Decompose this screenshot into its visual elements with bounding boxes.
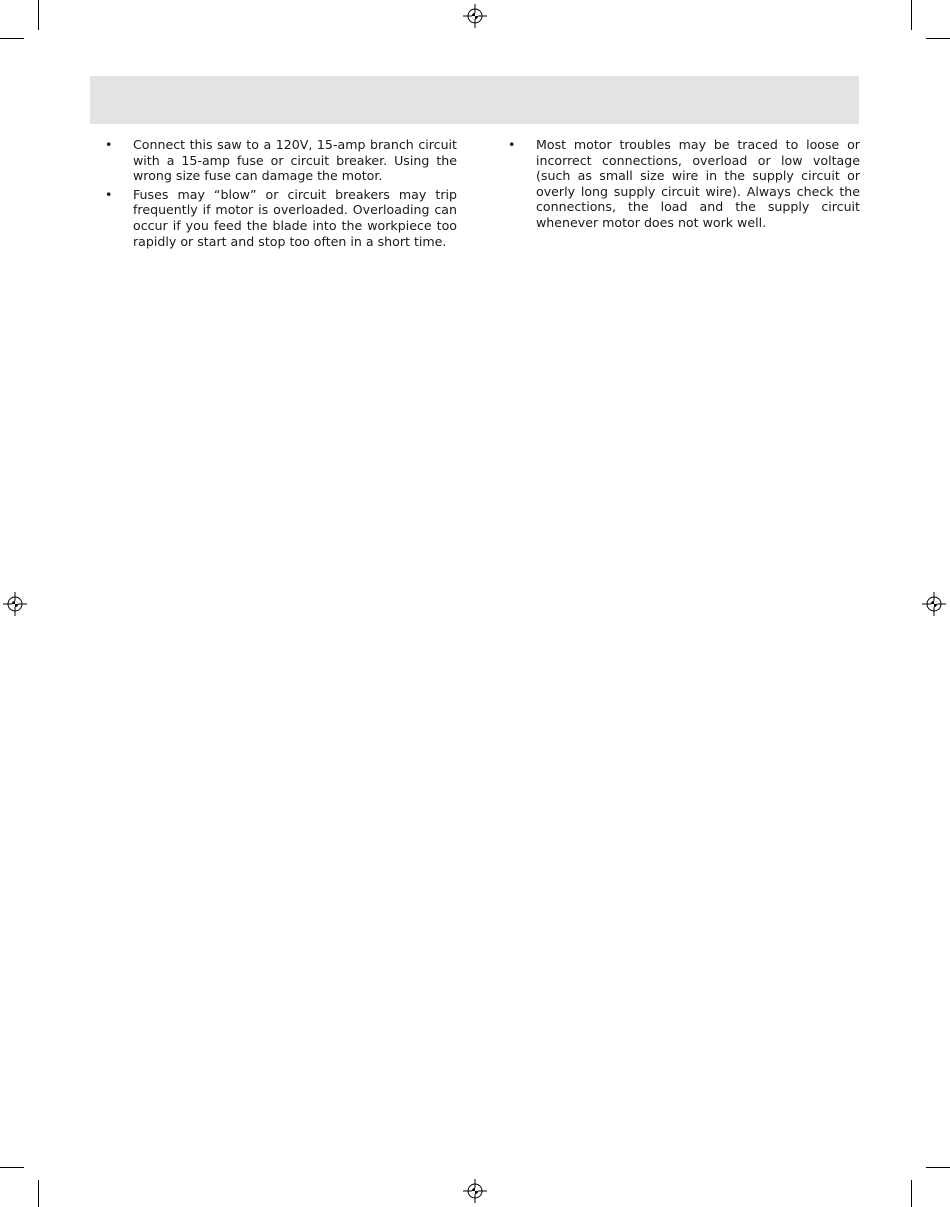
section-header-band	[90, 76, 859, 124]
registration-mark-left-icon	[3, 592, 27, 616]
crop-mark-top-left-horizontal	[0, 38, 24, 39]
crop-mark-top-right-horizontal	[926, 38, 950, 39]
crop-mark-bottom-left-horizontal	[0, 1167, 24, 1168]
list-item-text: Connect this saw to a 120V, 15-amp branch circuit with a 15-amp fuse or circuit breaker. Using the wrong size fuse can damage the motor.	[133, 137, 457, 184]
list-item	[105, 137, 457, 184]
registration-mark-bottom-icon	[463, 1179, 487, 1203]
crop-mark-bottom-right-horizontal	[926, 1167, 950, 1168]
crop-mark-bottom-left-vertical	[38, 1180, 39, 1207]
bullet-icon: •	[105, 186, 113, 202]
left-column-bullet-list	[105, 137, 457, 252]
right-column-bullet-list	[508, 137, 860, 234]
list-item	[508, 137, 860, 231]
crop-mark-bottom-right-vertical	[911, 1180, 912, 1207]
list-item-text: Fuses may “blow” or circuit breakers may trip frequently if motor is overloaded. Overloading can occur if you feed the blade into the workpiece too rapidly or start and stop too often in a short time.	[133, 186, 457, 249]
list-item-text: Most motor troubles may be traced to loose or incorrect connections, overload or low voltage (such as small size wire in the supply circuit or overly long supply circuit wire). Always check the connections, the load and the supply circuit whenever motor does not work well.	[536, 137, 860, 230]
bullet-icon: •	[105, 137, 113, 152]
crop-mark-top-right-vertical	[911, 0, 912, 30]
bullet-icon: •	[508, 137, 516, 152]
list-item	[105, 187, 457, 249]
crop-mark-top-left-vertical	[38, 0, 39, 30]
registration-mark-top-icon	[463, 4, 487, 28]
registration-mark-right-icon	[922, 592, 946, 616]
